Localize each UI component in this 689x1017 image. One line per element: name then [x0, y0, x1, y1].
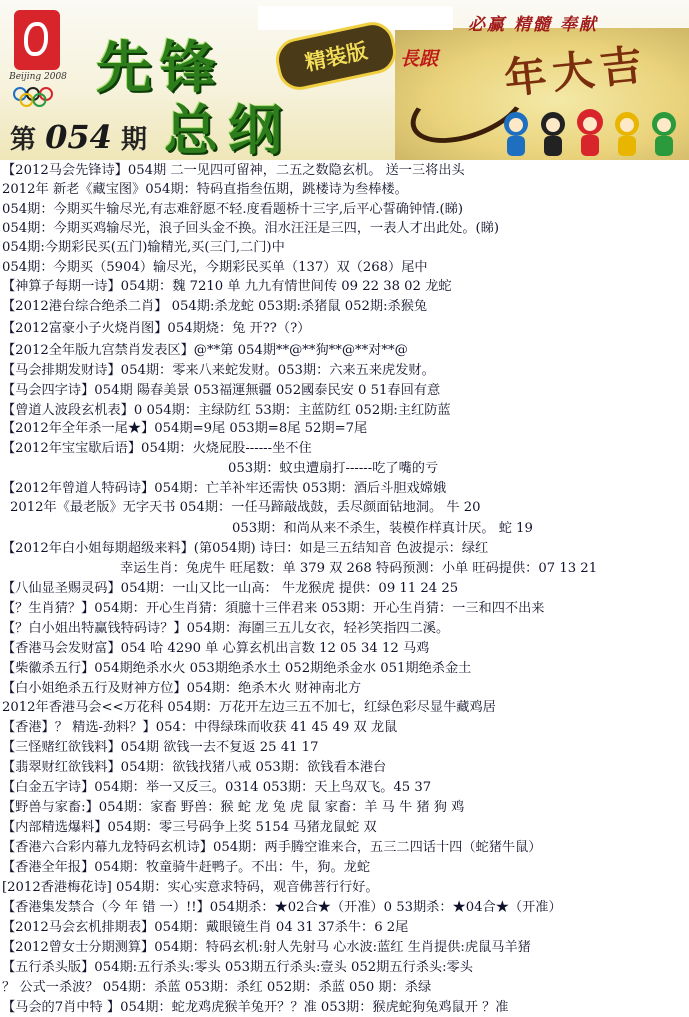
list-item: 2012年《最老版》无字天书 054期：一任马蹄敲战鼓，丢尽颜面钻地洞。 牛 20 [10, 500, 481, 515]
logo-caption: Beijing 2008 [9, 72, 67, 82]
list-item: 【香港马会发财富】054 哈 4290 单 心算玄机出言数 12 05 34 12 马鸡 [2, 641, 430, 656]
list-item: 【马会四字诗】054期 陽春美景 053福運無疆 052國泰民安 0 51春回有意 [2, 383, 441, 398]
dancing-beijing-emblem-icon [14, 10, 60, 70]
banner-calligraphy: 年大吉 [502, 39, 651, 104]
list-item: 054期：今期买牛输尽光,有志难舒愿不轻.度看题桥十三字,后平心誓确钟情.(睇) [2, 202, 464, 217]
list-item: 【2012港台综合绝杀二肖】 054期:杀龙蛇 053期:杀猪鼠 052期:杀猴兔 [2, 299, 428, 314]
list-item: 【2012曾女士分期测算】054期：特码玄机:射人先射马 心水波:蓝红 生肖提供:虎鼠马羊猪 [2, 940, 531, 955]
fuwa-mascots-icon [498, 108, 688, 160]
issue-number: 054 [45, 118, 112, 156]
banner-title-line1: 先锋 [96, 35, 224, 101]
issue-label [10, 118, 147, 156]
list-item: 【神算子每期一诗】054期：魏 7210 单 九九有情世间传 09 22 38 02 龙蛇 [2, 279, 452, 294]
list-item: 【八仙显圣赐灵码】054期：一山又比一山高： 牛龙猴虎 提供：09 11 24 25 [2, 581, 459, 596]
olympic-rings-icon [12, 86, 66, 108]
list-item: 【野兽与家畜:】054期：家畜 野兽：猴 蛇 龙 兔 虎 鼠 家畜：羊 马 牛 猪 狗 鸡 [2, 800, 465, 815]
list-item: 【香港集发禁合（今 年 错 一）!!】054期杀：★02合★（开准）0 53期杀：★04合★（开准） [2, 900, 562, 915]
list-item: 【？生肖猜？】054期：开心生肖猜：須臆十三伴君来 053期：开心生肖猜：一三和四不出来 [2, 601, 545, 616]
list-item: 【2012马会玄机排期表】054期：戴眼镜生肖 04 31 37杀牛：6 2尾 [2, 920, 409, 935]
banner-title-line2: 总纲 [164, 98, 292, 160]
list-item: 053期：蚊虫遭扇打------吃了嘴的亏 [228, 461, 439, 476]
list-item: 【2012富豪小子火烧肖图】054期烧：兔 开??（?） [2, 321, 311, 336]
banner-changgen: 長跟 [400, 48, 439, 70]
beijing-2008-logo [6, 10, 70, 106]
list-item: 【翡翠财红欲钱料】054期：欲钱找猪八戒 053期：欲钱看本港台 [2, 760, 387, 775]
list-item: 【？白小姐出特赢钱特码诗？】054期：海圍三五儿女衣，轻衫笑指四二溪。 [2, 621, 450, 636]
list-item: 【马会排期发财诗】054期：零来八来蛇发财。053期：六来五来虎发财。 [2, 363, 435, 378]
list-item: 【2012年曾道人特码诗】054期：亡羊补牢还需快 053期：酒后斗胆戏嫦娥 [2, 481, 447, 496]
list-item: 【香港六合彩内幕九龙特码玄机诗】054期：两手腾空谁来合，五三二四话十四（蛇猪牛鼠） [2, 840, 542, 855]
list-item: 【2012年全年杀一尾★】054期=9尾 053期=8尾 52期=7尾 [2, 421, 368, 436]
list-item: 【2012年宝宝歇后语】054期：火烧屁股------坐不住 [2, 441, 312, 456]
list-item: 【五行杀头版】054期:五行杀头:零头 053期五行杀头:壹头 052期五行杀头:零头 [2, 960, 473, 975]
list-item: 【白小姐绝杀五行及财神方位】054期：绝杀木火 财神南北方 [2, 681, 362, 696]
list-item: 054期:今期彩民买(五门)输精光,买(三门,二门)中 [2, 240, 285, 255]
list-item: 【香港】？ 精选-劲料？】054：中得绿珠而收获 41 45 49 双 龙鼠 [2, 720, 398, 735]
list-item: 【2012年白小姐每期超级来料】(第054期) 诗曰：如是三五结知音 色波提示：绿红 [2, 541, 489, 556]
list-item: 【2012全年版九宫禁肖发表区】@**第 054期**@**狗**@**对**@ [2, 343, 408, 358]
list-item: 053期：和尚从来不杀生，装模作样真计厌。 蛇 19 [232, 521, 533, 536]
list-item: 【三怪赌红欲钱料】054期 欲钱一去不复返 25 41 17 [2, 740, 319, 755]
header-banner [0, 0, 689, 160]
list-item: 054期：今期买（5904）输尽光，今期彩民买单（137）双（268）尾中 [2, 260, 428, 275]
issue-suffix: 期 [120, 125, 147, 155]
list-item: 【白金五字诗】054期：举一又反三。0314 053期：天上鸟双飞。45 37 [2, 780, 432, 795]
list-item: 【曾道人波段玄机表】0 054期：主绿防红 53期：主蓝防红 052期:主红防蓝 [2, 403, 451, 418]
list-item: 【内部精选爆料】054期：零三号码争上奖 5154 马猪龙鼠蛇 双 [2, 820, 377, 835]
list-item: 2012年香港马会<<万花科 054期：万花开左边三五不加七，红绿色彩尽显牛藏鸡居 [2, 700, 496, 715]
issue-prefix: 第 [10, 125, 37, 155]
list-item: 054期：今期买鸡输尽光，浪子回头金不换。泪水汪汪是三四，一表人才出此处。(睇) [2, 221, 500, 236]
list-item: 【马会的7肖中特 】054期：蛇龙鸡虎猴羊兔开？？准 053期：猴虎蛇狗兔鸡鼠开 ？准 [2, 1000, 509, 1015]
list-item: 2012年 新老《藏宝图》054期：特码直指叁伍期，跳楼诗为叁棒楼。 [2, 182, 408, 197]
list-item: 【2012马会先锋诗】054期 二一见四可留神，二五之数隐玄机。 送一三将出头 [2, 163, 465, 178]
list-item: 【香港全年报】054期：牧童骑牛赶鸭子。不出：牛，狗。龙蛇 [2, 860, 371, 875]
list-item: 幸运生肖：兔虎牛 旺尾数：单 379 双 268 特码预测：小单 旺码提供：07 13 21 [120, 561, 598, 576]
edition-badge: 精装版 [272, 18, 400, 94]
list-item: 【柴徽杀五行】054期绝杀水火 053期绝杀水土 052期绝杀金水 051期绝杀金土 [2, 661, 472, 676]
list-item: [2012香港梅花诗] 054期：实心实意求特码，观音佛菩行行好。 [2, 880, 379, 895]
list-item: ？ 公式一杀波？ 054期：杀蓝 053期：杀红 052期：杀蓝 050 期：杀绿 [2, 980, 432, 995]
banner-tagline: 必赢 精髓 奉献 [468, 15, 598, 35]
